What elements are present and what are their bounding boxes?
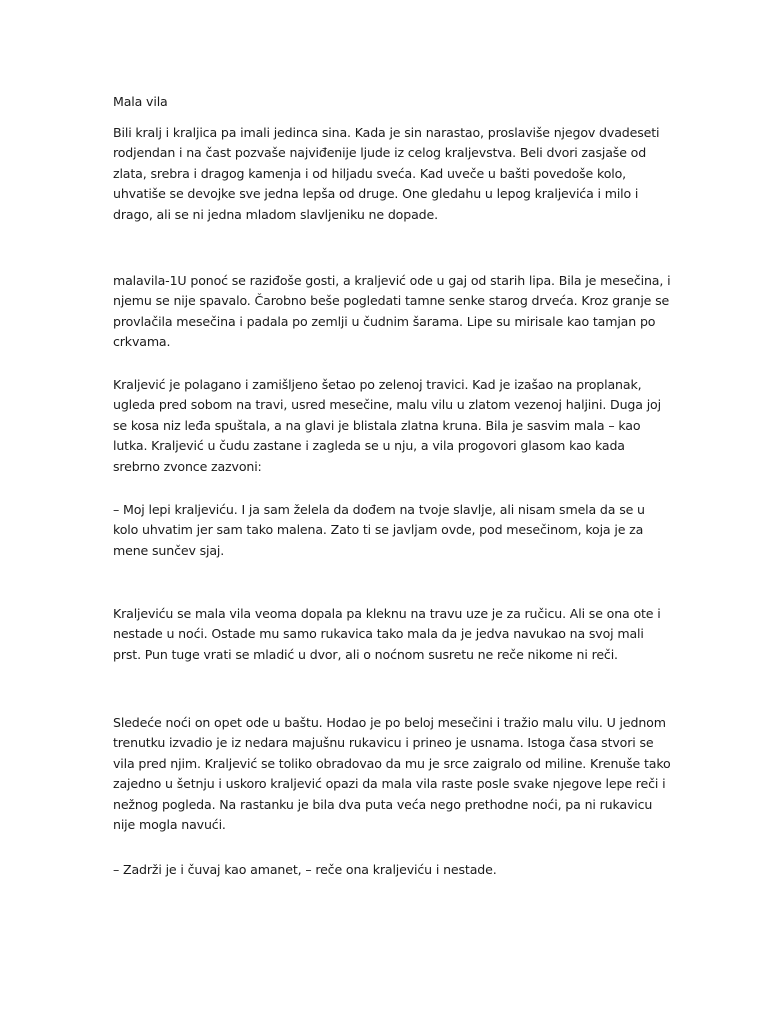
paragraph-5 (113, 604, 673, 665)
paragraph-4 (113, 500, 673, 561)
paragraph-2 (113, 271, 673, 353)
paragraph-text: Sledeće noći on opet ode u baštu. Hodao je po beloj mesečini i tražio malu vilu. U jednom trenutku izvadio je iz nedara majušnu rukavicu i prineo je usnama. Istoga časa stvori se vila pred njim. Kraljević se toliko obradovao da mu je srce zaigralo od miline. Krenuše tako zajedno u šetnju i uskoro kraljević opazi da mala vila raste posle svake njegove lepe reči i nežnog pogleda. Na rastanku je bila dva puta veća nego prethodne noći, pa ni rukavicu nije mogla navući. (113, 715, 671, 833)
paragraph-6 (113, 713, 673, 835)
paragraph-text: – Zadrži je i čuvaj kao amanet, – reče ona kraljeviću i nestade. (113, 862, 497, 877)
paragraph-3 (113, 375, 673, 477)
paragraph-text: malavila-1U ponoć se raziđoše gosti, a kraljević ode u gaj od starih lipa. Bila je mesečina, i njemu se nije spavalo. Čarobno beše pogledati tamne senke starog drveća. Kroz granje se provlačila mesečina i padala po zemlji u čudnim šarama. Lipe su mirisale kao tamjan po crkvama. (113, 273, 671, 350)
paragraph-7 (113, 860, 673, 880)
paragraph-text: Kraljević je polagano i zamišljeno šetao po zelenoj travici. Kad je izašao na proplanak, ugleda pred sobom na travi, usred mesečine, malu vilu u zlatom vezenoj haljini. Duga joj se kosa niz leđa spuštala, a na glavi je blistala zlatna kruna. Bila je sasvim mala – kao lutka. Kraljević u čudu zastane i zagleda se u nju, a vila progovori glasom kao kada srebrno zvonce zazvoni: (113, 377, 661, 474)
paragraph-text: Kraljeviću se mala vila veoma dopala pa kleknu na travu uze je za ručicu. Ali se ona ote i nestade u noći. Ostade mu samo rukavica tako mala da je jedva navukao na svoj mali prst. Pun tuge vrati se mladić u dvor, ali o noćnom susretu ne reče nikome ni reči. (113, 606, 661, 662)
paragraph-1 (113, 123, 673, 225)
paragraph-text: – Moj lepi kraljeviću. I ja sam želela da dođem na tvoje slavlje, ali nisam smela da se u kolo uhvatim jer sam tako malena. Zato ti se javljam ovde, pod mesečinom, koja je za mene sunčev sjaj. (113, 502, 645, 558)
document-title: Mala vila (113, 94, 168, 109)
paragraph-text: Bili kralj i kraljica pa imali jedinca sina. Kada je sin narastao, proslaviše njegov dvadeseti rodjendan i na čast pozvaše najviđenije ljude iz celog kraljevstva. Beli dvori zasjaše od zlata, srebra i dragog kamenja i od hiljadu sveća. Kad uveče u bašti povedoše kolo, uhvatiše se devojke sve jedna lepša od druge. One gledahu u lepog kraljevića i milo i drago, ali se ni jedna mladom slavljeniku ne dopade. (113, 125, 660, 222)
